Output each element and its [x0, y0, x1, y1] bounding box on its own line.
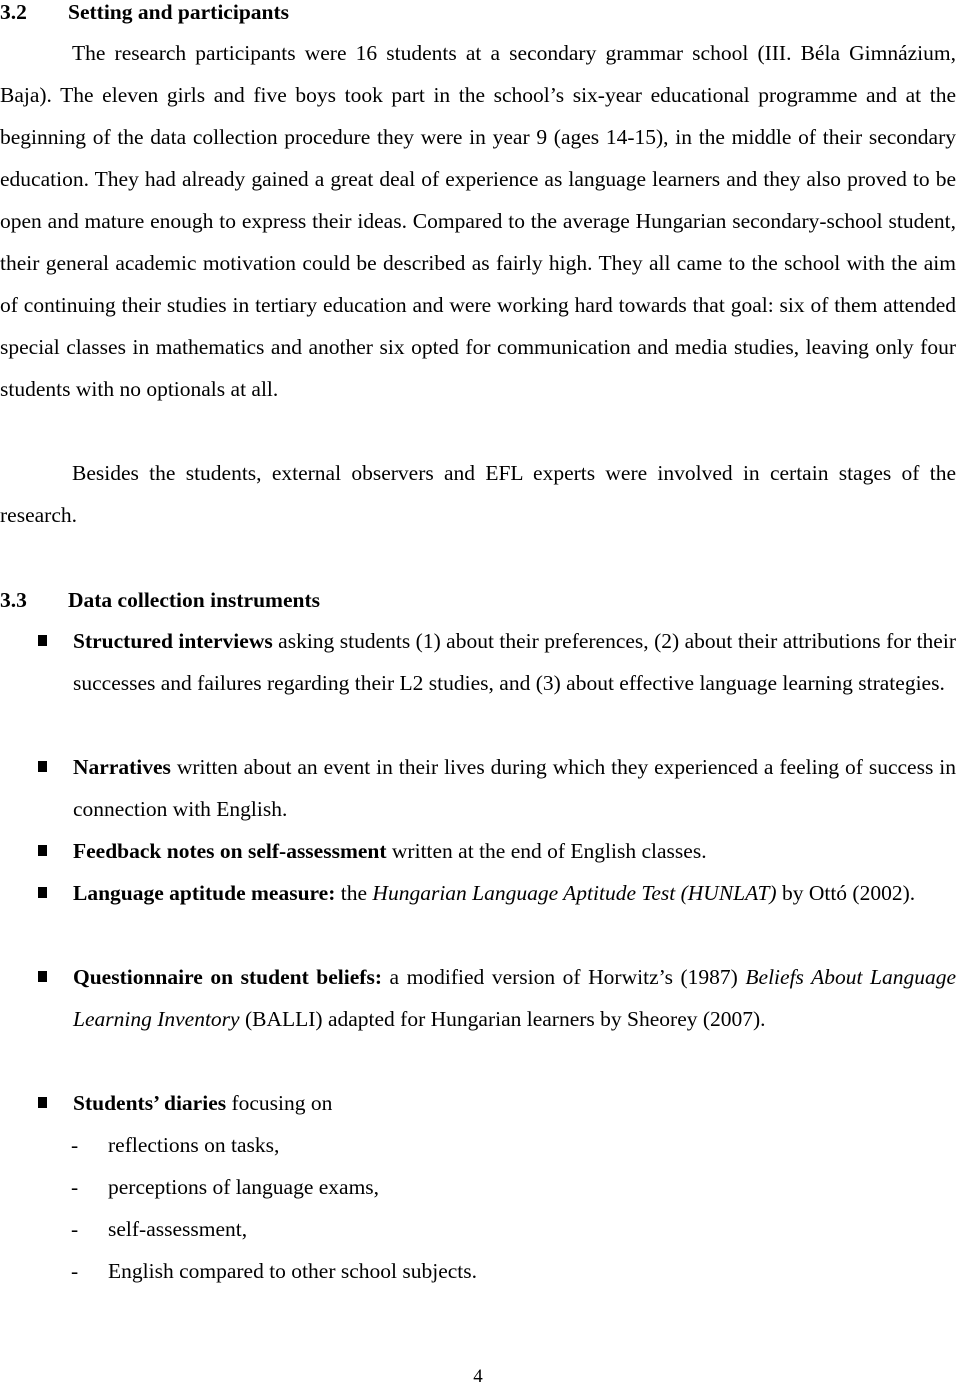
square-bullet-icon	[38, 635, 47, 646]
diary-subitem	[71, 1166, 379, 1208]
dash-marker: -	[71, 1259, 79, 1283]
section-title: Setting and participants	[68, 0, 290, 24]
item-term: Questionnaire on student beliefs:	[73, 965, 382, 989]
item-term: Students’ diaries	[73, 1091, 227, 1115]
list-item-text	[73, 830, 956, 872]
square-bullet-icon	[38, 845, 47, 856]
item-description: written at the end of English classes.	[386, 839, 707, 863]
item-title: Hungarian Language Aptitude Test (HUNLAT)	[372, 881, 777, 905]
dash-marker: -	[71, 1133, 79, 1157]
list-item-text	[73, 620, 956, 704]
section-title: Data collection instruments	[68, 588, 320, 612]
square-bullet-icon	[38, 887, 47, 898]
diary-subitem-text: English compared to other school subjects.	[108, 1259, 478, 1283]
section-heading-3-2	[0, 0, 289, 24]
paragraph-observers	[0, 452, 956, 536]
item-term: Language aptitude measure:	[73, 881, 336, 905]
section-number: 3.2	[0, 0, 27, 24]
page-number: 4	[473, 1366, 483, 1387]
item-term: Narratives	[73, 755, 171, 779]
list-item-text	[73, 956, 956, 1040]
dash-marker: -	[71, 1175, 79, 1199]
paragraph-participants	[0, 32, 956, 410]
item-term: Feedback notes on self-assessment	[73, 839, 387, 863]
section-heading-3-3	[0, 588, 320, 612]
item-term: Structured interviews	[73, 629, 273, 653]
section-number: 3.3	[0, 588, 27, 612]
item-text-before: a modified version of Horwitz’s (1987)	[381, 965, 746, 989]
square-bullet-icon	[38, 761, 47, 772]
item-description: asking students (1) about their preferences, (2) about their attributions for their successes and failures regarding their L2 studies, and (3) about effective language learning strategies.	[73, 629, 956, 695]
item-text-before: the	[335, 881, 373, 905]
paragraph-text: Besides the students, external observers and EFL experts were involved in certain stages of the research.	[0, 461, 956, 527]
item-text-after: (BALLI) adapted for Hungarian learners by Sheorey (2007).	[239, 1007, 766, 1031]
paragraph-text: The research participants were 16 students at a secondary grammar school (III. Béla Gimnázium, Baja). The eleven girls and five boys took part in the school’s six-year educational programme and at the beginning of the data collection procedure they were in year 9 (ages 14-15), in the middle of their secondary education. They had already gained a great deal of experience as language learners and they also proved to be open and mature enough to express their ideas. Compared to the average Hungarian secondary-school student, their general academic motivation could be described as fairly high. They all came to the school with the aim of continuing their studies in tertiary education and were working hard towards that goal: six of them attended special classes in mathematics and another six opted for communication and media studies, leaving only four students with no optionals at all.	[0, 41, 956, 401]
item-title: Beliefs About Language Learning Inventory	[73, 965, 957, 1031]
item-text-after: by Ottó (2002).	[776, 881, 916, 905]
list-item-text	[73, 746, 956, 830]
dash-marker: -	[71, 1217, 79, 1241]
list-item-text	[73, 872, 956, 914]
diary-subitem	[71, 1208, 247, 1250]
diary-subitem-text: self-assessment,	[108, 1217, 248, 1241]
diary-subitem	[71, 1250, 477, 1292]
diary-subitem-text: reflections on tasks,	[108, 1133, 280, 1157]
list-item-text	[73, 1082, 956, 1124]
item-description: written about an event in their lives during which they experienced a feeling of success in connection with English.	[73, 755, 956, 821]
item-description: focusing on	[226, 1091, 333, 1115]
square-bullet-icon	[38, 1097, 47, 1108]
square-bullet-icon	[38, 971, 47, 982]
diary-subitem	[71, 1124, 279, 1166]
diary-subitem-text: perceptions of language exams,	[108, 1175, 380, 1199]
